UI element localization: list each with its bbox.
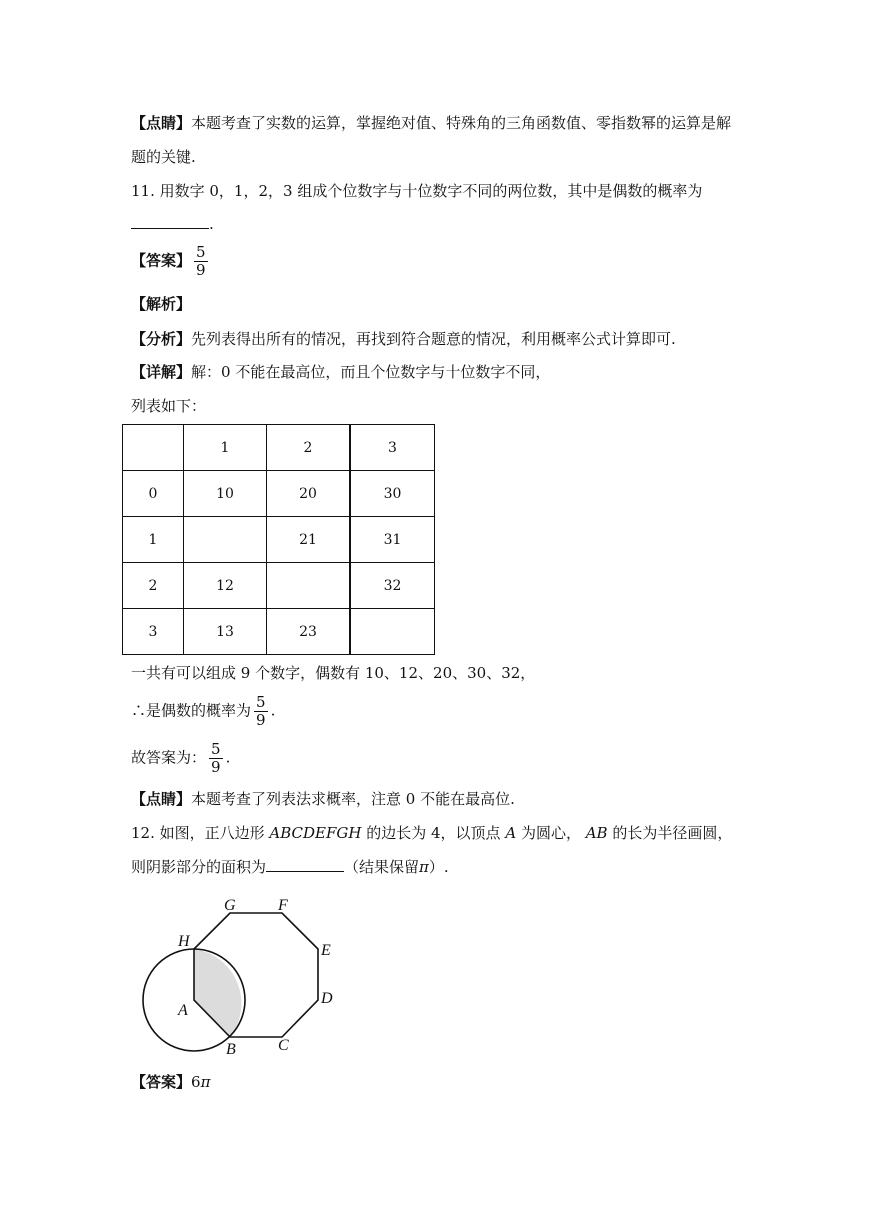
table-cell: 1 — [184, 425, 267, 471]
table-cell: 3 — [123, 609, 184, 655]
q11-prob-fraction — [254, 694, 268, 729]
q11-final-fraction — [209, 741, 223, 776]
q11-answer-den: 9 — [196, 261, 206, 279]
q11-prob-prefix: ∴是偶数的概率为 — [131, 701, 252, 720]
q12-vertex-a: A — [505, 824, 517, 842]
q12-text-part3: 为圆心， — [516, 824, 586, 842]
q12-text-part4: 的长为半径画圆， — [607, 824, 733, 842]
q11-jiexi-tag: 【解析】 — [131, 295, 192, 313]
table-cell — [184, 517, 267, 563]
table-cell: 1 — [123, 517, 184, 563]
q11-xiangjie-text: 解：0 不能在最高位，而且个位数字与十位数字不同， — [191, 363, 551, 381]
q11-prob-den: 9 — [256, 711, 266, 729]
table-cell: 2 — [267, 425, 351, 471]
q11-fenxi-tag: 【分析】 — [131, 330, 192, 348]
table-cell: 31 — [350, 517, 435, 563]
table-cell: 10 — [184, 471, 267, 517]
q11-jiexi — [131, 294, 191, 314]
label-a: A — [178, 1002, 188, 1019]
table-row — [123, 425, 435, 471]
q12-answer-tag: 【答案】 — [131, 1073, 192, 1091]
q11-xiangjie-tag: 【详解】 — [131, 363, 192, 381]
label-d: D — [321, 990, 333, 1007]
q11-dianjing-text: 本题考查了列表法求概率，注意 0 不能在最高位. — [191, 790, 515, 808]
label-f: F — [278, 897, 288, 914]
table-cell: 30 — [350, 471, 435, 517]
q11-fenxi — [131, 329, 676, 349]
table-cell: 12 — [184, 563, 267, 609]
q11-prob-num: 5 — [256, 693, 266, 711]
q11-answer-blank — [131, 214, 209, 229]
q12-text-part2: 的边长为 4，以顶点 — [361, 824, 506, 842]
q11-final-line — [131, 741, 230, 776]
q11-question: 11. 用数字 0，1，2，3 组成个位数字与十位数字不同的两位数，其中是偶数的概率为 — [131, 182, 703, 200]
table-cell: 0 — [123, 471, 184, 517]
table-cell: 32 — [350, 563, 435, 609]
q12-answer-line — [131, 1072, 210, 1092]
q12-question-line2 — [131, 857, 449, 877]
q12-text-part1: 12. 如图，正八边形 — [131, 824, 270, 842]
q11-blank-suffix: . — [209, 215, 214, 233]
table-cell — [350, 609, 435, 655]
label-h: H — [178, 933, 190, 950]
label-g: G — [224, 897, 236, 914]
q11-xiangjie — [131, 362, 550, 382]
table-row — [123, 471, 435, 517]
q12-line2-suffix: （结果保留 — [344, 858, 420, 876]
q11-answer-fraction — [194, 244, 208, 279]
q11-blank-line — [131, 214, 214, 234]
q11-final-num: 5 — [211, 740, 221, 758]
q11-answer-line — [131, 244, 211, 279]
table-row — [123, 563, 435, 609]
label-b: B — [226, 1041, 236, 1058]
label-c: C — [278, 1037, 289, 1054]
q12-polygon-name: ABCDEFGH — [269, 824, 362, 842]
q11-prob-line — [131, 694, 275, 729]
table-cell: 13 — [184, 609, 267, 655]
table-row — [123, 609, 435, 655]
octagon-circle-figure — [130, 888, 350, 1068]
q11-dianjing — [131, 789, 515, 809]
table-cell: 3 — [350, 425, 435, 471]
table-cell — [123, 425, 184, 471]
table-cell: 23 — [267, 609, 351, 655]
q11-outcome-table — [122, 424, 435, 655]
q11-final-den: 9 — [211, 758, 221, 776]
table-cell — [267, 563, 351, 609]
label-e: E — [321, 942, 331, 959]
q12-answer-pi: π — [200, 1073, 211, 1091]
q12-answer-value: 6 — [191, 1073, 201, 1091]
q11-final-suffix: . — [225, 748, 231, 767]
q12-question-line1 — [131, 823, 732, 843]
q12-line2-end: ）. — [428, 858, 449, 876]
prev-dianjing-line2: 题的关键. — [131, 148, 196, 166]
table-cell: 21 — [267, 517, 351, 563]
prev-dianjing-line1 — [131, 113, 731, 133]
q12-answer-blank — [266, 857, 344, 872]
prev-dianjing-text: 本题考查了实数的运算，掌握绝对值、特殊角的三角函数值、零指数幂的运算是解 — [191, 114, 732, 132]
prev-dianjing-tag: 【点睛】 — [131, 114, 192, 132]
q12-line2-prefix: 则阴影部分的面积为 — [131, 858, 267, 876]
q11-total-text: 一共有可以组成 9 个数字，偶数有 10、12、20、30、32， — [131, 664, 536, 682]
q12-segment-ab: AB — [585, 824, 608, 842]
q11-prob-suffix: . — [270, 701, 276, 720]
q11-dianjing-tag: 【点睛】 — [131, 790, 192, 808]
q11-table-intro: 列表如下： — [131, 397, 207, 415]
q11-final-prefix: 故答案为： — [131, 748, 207, 767]
q12-pi-symbol: π — [419, 858, 429, 876]
table-cell: 2 — [123, 563, 184, 609]
q11-answer-tag: 【答案】 — [131, 251, 192, 270]
q11-answer-num: 5 — [196, 243, 206, 261]
table-row — [123, 517, 435, 563]
q11-fenxi-text: 先列表得出所有的情况，再找到符合题意的情况，利用概率公式计算即可. — [191, 330, 676, 348]
table-cell: 20 — [267, 471, 351, 517]
